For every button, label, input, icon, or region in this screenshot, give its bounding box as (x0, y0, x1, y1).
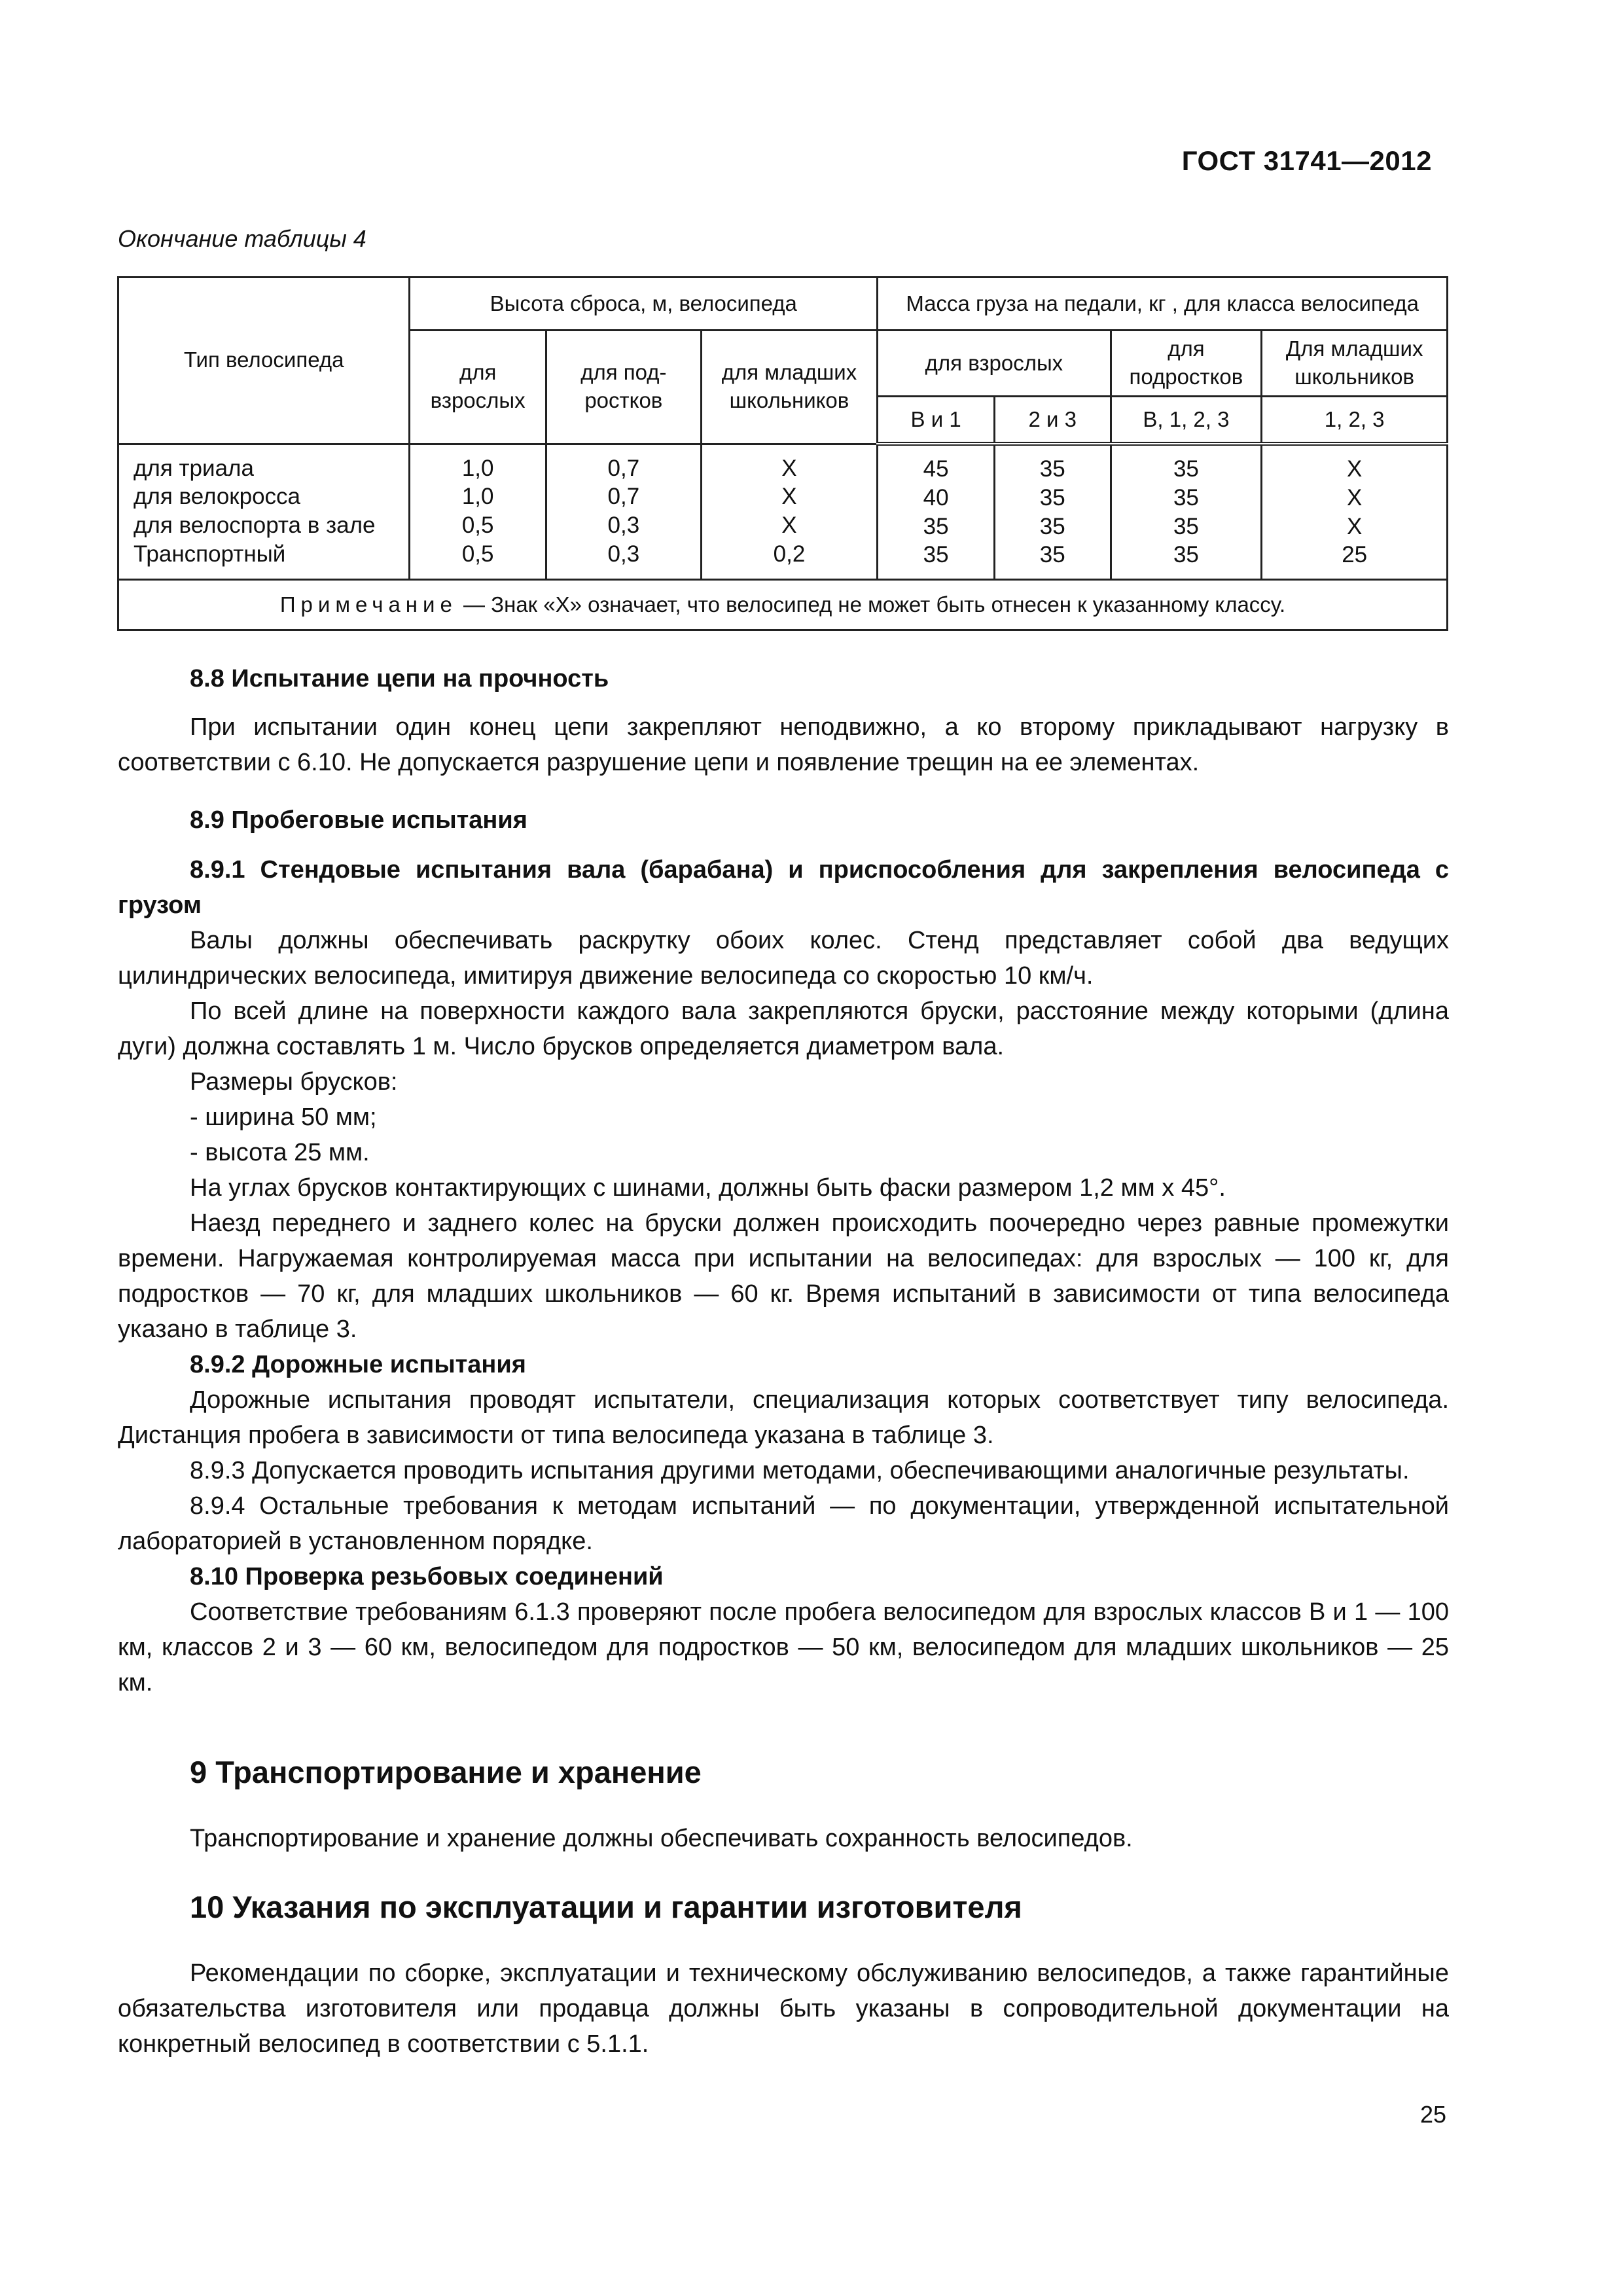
list-item: - ширина 50 мм; (190, 1103, 377, 1131)
section-9-body (118, 1821, 1449, 1856)
paragraph: По всей длине на поверхности каждого вала закрепляются бруски, расстояние между которыми (длина дуги) должна составлять 1 м. Число брусков определяется диаметром вала. (118, 997, 1449, 1060)
header-height-adults: для взрослых (410, 331, 546, 444)
cell-value: X (1346, 513, 1363, 539)
cell-value: 35 (1039, 513, 1065, 539)
column-mass-23-values (994, 444, 1111, 580)
paragraph: 8.9.3 Допускается проводить испытания другими методами, обеспечивающими аналогичные результаты. (190, 1457, 1410, 1484)
header-pedal-mass: Масса груза на педали, кг , для класса велосипеда (878, 278, 1448, 331)
paragraph: На углах брусков контактирующих с шинами, должны быть фаски размером 1,2 мм х 45°. (190, 1174, 1226, 1202)
header-type: Тип велосипеда (118, 278, 410, 444)
section-heading: 8.8 Испытание цепи на прочность (190, 665, 609, 692)
header-class-kids: 1, 2, 3 (1262, 397, 1448, 444)
data-table (117, 276, 1448, 631)
cell-value: 0,5 (461, 512, 494, 538)
paragraph: Соответствие требованиям 6.1.3 проверяют после пробега велосипедом для взрослых классов В и 1 — 100 км, классов 2 и 3 — 60 км, велосипедом для подростков — 50 км, велосипедом для младших школьников — 25 км. (118, 1598, 1449, 1696)
column-height-kids-values (701, 444, 878, 580)
cell-value: X (781, 455, 797, 481)
cell-value: 1,0 (461, 455, 494, 481)
header-height-kids: для младших школьников (701, 331, 878, 444)
cell-type: для триала (134, 455, 254, 481)
header-mass-teens: для подростков (1111, 331, 1262, 397)
cell-value: X (781, 512, 797, 538)
section-10-heading: 10 Указания по эксплуатации и гарантии изготовителя (190, 1890, 1022, 1924)
header-class-teens: В, 1, 2, 3 (1111, 397, 1262, 444)
page-number: 25 (1419, 2101, 1446, 2128)
paragraph: При испытании один конец цепи закрепляют неподвижно, а ко второму прикладывают нагрузку в соответствии с 6.10. Не допускается разрушение цепи и появление трещин на ее элементах. (118, 713, 1449, 776)
paragraph: Размеры брусков: (190, 1068, 398, 1096)
cell-value: 0,7 (607, 455, 640, 481)
cell-value: 0,5 (461, 541, 494, 567)
cell-value: 0,2 (773, 541, 806, 567)
cell-value: 35 (1039, 484, 1065, 511)
table-caption: Окончание таблицы 4 (118, 225, 366, 252)
section-heading: 8.9 Пробеговые испытания (190, 806, 527, 834)
paragraph: Наезд переднего и заднего колес на бруски должен происходить поочередно через равные промежутки времени. Нагружаемая контролируемая масса при испытании на велосипедах: для взрослых — 100 кг, для подростков — 70 кг, для младших школьников — 60 кг. Время испытаний в зависимости от типа велосипеда указано в таблице 3. (118, 1210, 1449, 1343)
header-mass-adults: для взрослых (878, 331, 1111, 397)
cell-type: для велокросса (134, 484, 301, 510)
list-item: - высота 25 мм. (190, 1139, 370, 1166)
column-height-teens-values (546, 444, 702, 580)
column-mass-b1-values (878, 444, 995, 580)
header-drop-height: Высота сброса, м, велосипеда (410, 278, 878, 331)
paragraph: Рекомендации по сборке, эксплуатации и техническому обслуживанию велосипедов, а также гарантийные обязательства изготовителя или продавца должны быть указаны в сопроводительной документации на конкретный велосипед в соответствии с 5.1.1. (118, 1960, 1449, 2058)
section-heading: 8.10 Проверка резьбовых соединений (190, 1563, 664, 1590)
paragraph: Дорожные испытания проводят испытатели, специализация которых соответствует типу велосипеда. Дистанция пробега в зависимости от типа велосипеда указана в таблице 3. (118, 1386, 1449, 1449)
cell-value: X (1346, 484, 1363, 511)
subsection-heading: 8.9.2 Дорожные испытания (190, 1351, 526, 1378)
section-9-heading: 9 Транспортирование и хранение (190, 1755, 702, 1789)
header-height-teens: для под-ростков (546, 331, 702, 444)
header-class-23: 2 и 3 (994, 397, 1111, 444)
column-height-adults-values (410, 444, 546, 580)
column-type-values (118, 444, 410, 580)
subsection-heading: 8.9.1 Стендовые испытания вала (барабана) и приспособления для закрепления велосипеда с грузом (118, 856, 1449, 919)
cell-value: 35 (1173, 542, 1199, 568)
cell-value: 35 (1173, 513, 1199, 539)
column-mass-teens-values (1111, 444, 1262, 580)
cell-value: 0,3 (607, 512, 640, 538)
cell-value: 0,3 (607, 541, 640, 567)
cell-type: для велоспорта в зале (134, 512, 376, 538)
cell-type: Транспортный (134, 541, 286, 567)
cell-value: 35 (1039, 456, 1065, 482)
cell-value: 35 (1173, 456, 1199, 482)
note-text: — Знак «X» означает, что велосипед не может быть отнесен к указанному классу. (457, 592, 1286, 617)
section-8-8 (118, 661, 1449, 780)
section-8-9 (118, 802, 1449, 1700)
table-note (118, 580, 1448, 630)
column-mass-kids-values (1262, 444, 1448, 580)
section-10-body (118, 1956, 1449, 2062)
cell-value: 25 (1342, 542, 1368, 568)
cell-value: 35 (1039, 542, 1065, 568)
cell-value: 1,0 (461, 484, 494, 510)
cell-value: 40 (923, 484, 949, 511)
cell-value: 45 (923, 456, 949, 482)
cell-value: X (781, 484, 797, 510)
header-mass-kids: Для младших школьников (1262, 331, 1448, 397)
paragraph: Валы должны обеспечивать раскрутку обоих колес. Стенд представляет собой два ведущих цилиндрических велосипеда, имитируя движение велосипеда со скоростью 10 км/ч. (118, 927, 1449, 990)
cell-value: 35 (1173, 484, 1199, 511)
cell-value: X (1346, 456, 1363, 482)
paragraph: Транспортирование и хранение должны обеспечивать сохранность велосипедов. (190, 1825, 1133, 1852)
paragraph: 8.9.4 Остальные требования к методам испытаний — по документации, утвержденной испытательной лабораторией в установленном порядке. (118, 1492, 1449, 1555)
header-class-b1: В и 1 (878, 397, 995, 444)
cell-value: 35 (923, 542, 949, 568)
standard-designation: ГОСТ 31741—2012 (1181, 145, 1432, 176)
cell-value: 0,7 (607, 484, 640, 510)
cell-value: 35 (923, 513, 949, 539)
note-label: Примечание (279, 592, 457, 617)
